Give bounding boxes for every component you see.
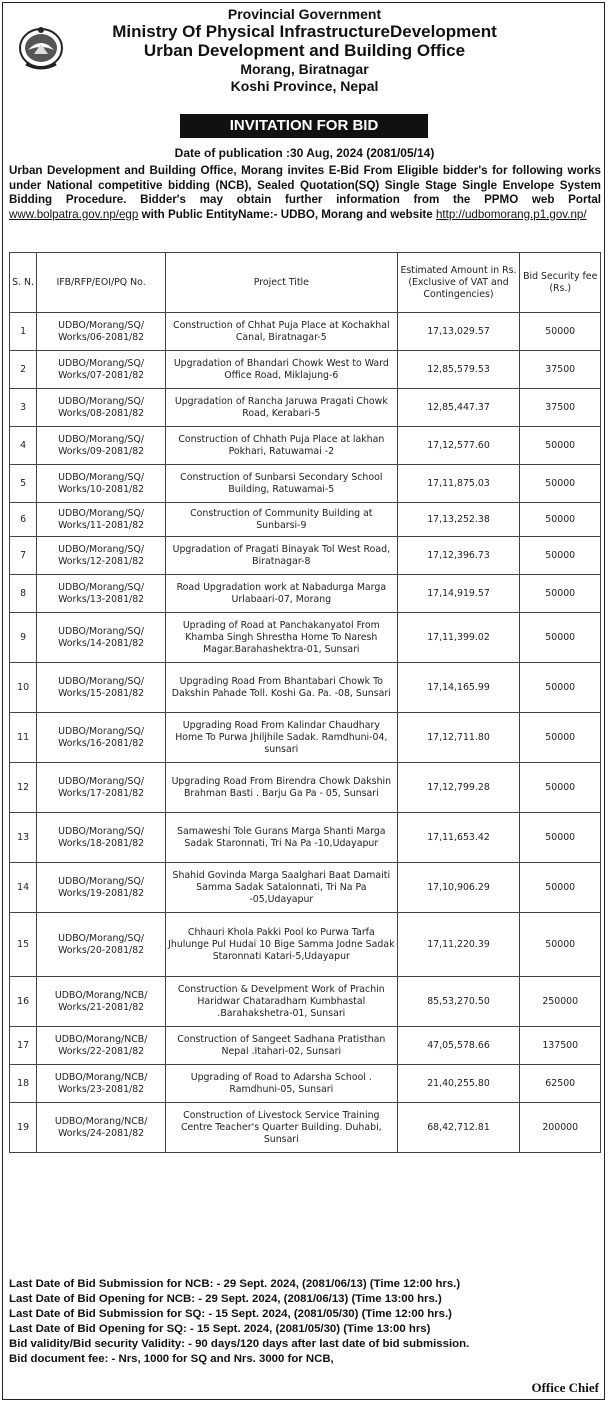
cell-sn: 4 (10, 427, 37, 465)
cell-bid-security: 50000 (520, 575, 601, 613)
cell-ifb-number: UDBO/Morang/SQ/ Works/07-2081/82 (37, 351, 166, 389)
table-row (10, 813, 601, 863)
footer-line: Last Date of Bid Submission for SQ: - 15 Sept. 2024, (2081/05/30) (Time 12:00 hrs.) (9, 1308, 452, 1320)
cell-ifb-number: UDBO/Morang/NCB/ Works/23-2081/82 (37, 1065, 166, 1103)
header-line-district: Morang, Biratnagar (240, 61, 369, 77)
cell-sn: 16 (10, 977, 37, 1027)
cell-project-title: Shahid Govinda Marga Saalghari Baat Damaiti Samma Sadak Satalonnati, Tri Na Pa -05,Udayapur (166, 863, 398, 913)
cell-sn: 6 (10, 503, 37, 537)
cell-sn: 18 (10, 1065, 37, 1103)
table-row (10, 575, 601, 613)
cell-bid-security: 50000 (520, 613, 601, 663)
table-row (10, 977, 601, 1027)
cell-ifb-number: UDBO/Morang/SQ/ Works/18-2081/82 (37, 813, 166, 863)
office-website-link[interactable]: http://udbomorang.p1.gov.np/ (435, 207, 587, 221)
cell-estimated-amount: 17,11,220.39 (397, 913, 520, 977)
cell-project-title: Construction of Sunbarsi Secondary School Building, Ratuwamai-5 (166, 465, 398, 503)
table-row (10, 663, 601, 713)
table-row (10, 863, 601, 913)
cell-project-title: Upgradation of Pragati Binayak Tol West Road, Biratnagar-8 (166, 537, 398, 575)
cell-sn: 10 (10, 663, 37, 713)
cell-ifb-number: UDBO/Morang/SQ/ Works/10-2081/82 (37, 465, 166, 503)
footer-line: Bid validity/Bid security Validity: - 90 days/120 days after last date of bid submission. (9, 1338, 470, 1350)
cell-estimated-amount: 85,53,270.50 (397, 977, 520, 1027)
col-header-security: Bid Security fee (Rs.) (520, 253, 601, 313)
col-header-title: Project Title (166, 253, 398, 313)
cell-project-title: Upgrading Road From Birendra Chowk Dakshin Brahman Basti . Barju Ga Pa - 05, Sunsari (166, 763, 398, 813)
cell-sn: 2 (10, 351, 37, 389)
cell-project-title: Construction of Livestock Service Training Centre Teacher's Quarter Building. Duhabi, Sunsari (166, 1103, 398, 1153)
bid-dates-footer (9, 1277, 601, 1367)
cell-project-title: Upgradation of Bhandari Chowk West to Ward Office Road, Miklajung-6 (166, 351, 398, 389)
cell-estimated-amount: 17,10,906.29 (397, 863, 520, 913)
cell-ifb-number: UDBO/Morang/SQ/ Works/08-2081/82 (37, 389, 166, 427)
cell-estimated-amount: 17,12,577.60 (397, 427, 520, 465)
intro-text: Urban Development and Building Office, Morang invites E-Bid From Eligible bidder's for following works under National competitive bidding (NCB), Sealed Quotation(SQ) Single Stage Single Envelope System Bidding Procedure. Bidder's may obtain further information from the PPMO web Portal (9, 164, 601, 206)
cell-estimated-amount: 17,12,396.73 (397, 537, 520, 575)
cell-project-title: Chhauri Khola Pakki Pool ko Purwa Tarfa Jhulunge Pul Hudai 10 Bige Samma Jodne Sadak Staronnati Katari-5,Udayapur (166, 913, 398, 977)
cell-ifb-number: UDBO/Morang/SQ/ Works/19-2081/82 (37, 863, 166, 913)
col-header-amount: Estimated Amount in Rs. (Exclusive of VAT and Contingencies) (397, 253, 520, 313)
cell-ifb-number: UDBO/Morang/SQ/ Works/17-2081/82 (37, 763, 166, 813)
cell-estimated-amount: 17,11,875.03 (397, 465, 520, 503)
cell-estimated-amount: 68,42,712.81 (397, 1103, 520, 1153)
cell-estimated-amount: 17,12,799.28 (397, 763, 520, 813)
cell-ifb-number: UDBO/Morang/NCB/ Works/22-2081/82 (37, 1027, 166, 1065)
cell-estimated-amount: 21,40,255.80 (397, 1065, 520, 1103)
cell-estimated-amount: 17,14,919.57 (397, 575, 520, 613)
table-row (10, 465, 601, 503)
cell-estimated-amount: 17,11,399.02 (397, 613, 520, 663)
cell-project-title: Road Upgradation work at Nabadurga Marga Urlabaari-07, Morang (166, 575, 398, 613)
cell-project-title: Upgradation of Rancha Jaruwa Pragati Chowk Road, Kerabari-5 (166, 389, 398, 427)
cell-bid-security: 50000 (520, 763, 601, 813)
cell-estimated-amount: 47,05,578.66 (397, 1027, 520, 1065)
cell-estimated-amount: 17,13,252.38 (397, 503, 520, 537)
cell-bid-security: 50000 (520, 663, 601, 713)
cell-project-title: Construction & Develpment Work of Prachin Haridwar Chataradham Kumbhastal .Barahakshetra-01, Sunsari (166, 977, 398, 1027)
cell-sn: 9 (10, 613, 37, 663)
cell-ifb-number: UDBO/Morang/SQ/ Works/16-2081/82 (37, 713, 166, 763)
office-header (0, 6, 609, 95)
cell-ifb-number: UDBO/Morang/SQ/ Works/13-2081/82 (37, 575, 166, 613)
signature-office-chief: Office Chief (531, 1380, 599, 1395)
cell-project-title: Upgrading of Road to Adarsha School . Ramdhuni-05, Sunsari (166, 1065, 398, 1103)
table-row (10, 503, 601, 537)
cell-project-title: Upgrading Road From Bhantabari Chowk To Dakshin Pahade Toll. Koshi Ga. Pa. -08, Sunsari (166, 663, 398, 713)
cell-bid-security: 50000 (520, 913, 601, 977)
header-line-ministry: Ministry Of Physical InfrastructureDevelopment (112, 22, 497, 41)
cell-project-title: Construction of Chhath Puja Place at lakhan Pokhari, Ratuwamai -2 (166, 427, 398, 465)
table-row (10, 713, 601, 763)
cell-sn: 19 (10, 1103, 37, 1153)
cell-bid-security: 50000 (520, 503, 601, 537)
cell-bid-security: 50000 (520, 427, 601, 465)
header-line-government: Provincial Government (227, 6, 382, 22)
cell-bid-security: 50000 (520, 863, 601, 913)
cell-sn: 5 (10, 465, 37, 503)
cell-sn: 11 (10, 713, 37, 763)
footer-line: Last Date of Bid Submission for NCB: - 29 Sept. 2024, (2081/06/13) (Time 12:00 hrs.) (9, 1278, 461, 1290)
cell-bid-security: 37500 (520, 351, 601, 389)
table-row (10, 763, 601, 813)
cell-ifb-number: UDBO/Morang/SQ/ Works/11-2081/82 (37, 503, 166, 537)
table-row (10, 613, 601, 663)
cell-project-title: Upgrading Road From Kalindar Chaudhary Home To Purwa Jhiljhile Sadak. Ramdhuni-04, sunsari (166, 713, 398, 763)
cell-ifb-number: UDBO/Morang/NCB/ Works/21-2081/82 (37, 977, 166, 1027)
table-row (10, 913, 601, 977)
table-header-row (10, 253, 601, 313)
intro-text-2: with Public EntityName:- UDBO, Morang and website (138, 207, 436, 221)
bid-table (9, 252, 601, 1153)
cell-bid-security: 50000 (520, 713, 601, 763)
cell-bid-security: 62500 (520, 1065, 601, 1103)
cell-ifb-number: UDBO/Morang/SQ/ Works/15-2081/82 (37, 663, 166, 713)
col-header-sn: S. N. (10, 253, 37, 313)
header-line-office: Urban Development and Building Office (143, 41, 466, 60)
cell-bid-security: 137500 (520, 1027, 601, 1065)
bolpatra-link[interactable]: www.bolpatra.gov.np/egp (9, 207, 139, 221)
cell-bid-security: 250000 (520, 977, 601, 1027)
cell-project-title: Uprading of Road at Panchakanyatol From Khamba Singh Shrestha Home To Naresh Magar.Barahashektra-01, Sunsari (166, 613, 398, 663)
cell-project-title: Construction of Community Building at Sunbarsi-9 (166, 503, 398, 537)
cell-sn: 14 (10, 863, 37, 913)
table-row (10, 351, 601, 389)
footer-line: Last Date of Bid Opening for NCB: - 29 Sept. 2024, (2081/06/13) (Time 13:00 hrs.) (9, 1293, 442, 1305)
cell-estimated-amount: 17,12,711.80 (397, 713, 520, 763)
cell-ifb-number: UDBO/Morang/NCB/ Works/24-2081/82 (37, 1103, 166, 1153)
footer-line: Bid document fee: - Nrs, 1000 for SQ and Nrs. 3000 for NCB, (9, 1353, 334, 1365)
cell-sn: 13 (10, 813, 37, 863)
cell-project-title: Samaweshi Tole Gurans Marga Shanti Marga Sadak Staronnati, Tri Na Pa -10,Udayapur (166, 813, 398, 863)
publication-date: Date of publication :30 Aug, 2024 (2081/05/14) (174, 146, 435, 160)
cell-bid-security: 50000 (520, 537, 601, 575)
cell-sn: 17 (10, 1027, 37, 1065)
cell-sn: 15 (10, 913, 37, 977)
footer-line: Last Date of Bid Opening for SQ: - 15 Sept. 2024, (2081/05/30) (Time 13:00 hrs) (9, 1323, 431, 1335)
cell-ifb-number: UDBO/Morang/SQ/ Works/09-2081/82 (37, 427, 166, 465)
cell-sn: 7 (10, 537, 37, 575)
table-row (10, 389, 601, 427)
col-header-ifb: IFB/RFP/EOI/PQ No. (37, 253, 166, 313)
table-row (10, 313, 601, 351)
cell-bid-security: 50000 (520, 465, 601, 503)
table-row (10, 537, 601, 575)
cell-ifb-number: UDBO/Morang/SQ/ Works/14-2081/82 (37, 613, 166, 663)
cell-bid-security: 37500 (520, 389, 601, 427)
cell-bid-security: 200000 (520, 1103, 601, 1153)
cell-sn: 12 (10, 763, 37, 813)
table-row (10, 1103, 601, 1153)
cell-bid-security: 50000 (520, 813, 601, 863)
cell-sn: 3 (10, 389, 37, 427)
table-row (10, 1065, 601, 1103)
table-row (10, 427, 601, 465)
cell-estimated-amount: 17,11,653.42 (397, 813, 520, 863)
cell-estimated-amount: 17,13,029.57 (397, 313, 520, 351)
cell-ifb-number: UDBO/Morang/SQ/ Works/06-2081/82 (37, 313, 166, 351)
cell-sn: 8 (10, 575, 37, 613)
cell-project-title: Construction of Sangeet Sadhana Pratisthan Nepal .Itahari-02, Sunsari (166, 1027, 398, 1065)
table-row (10, 1027, 601, 1065)
cell-ifb-number: UDBO/Morang/SQ/ Works/12-2081/82 (37, 537, 166, 575)
cell-estimated-amount: 12,85,447.37 (397, 389, 520, 427)
header-line-province: Koshi Province, Nepal (230, 78, 379, 94)
intro-paragraph (9, 164, 601, 222)
cell-estimated-amount: 12,85,579.53 (397, 351, 520, 389)
notice-title-banner: INVITATION FOR BID (180, 114, 428, 138)
cell-project-title: Construction of Chhat Puja Place at Kochakhal Canal, Biratnagar-5 (166, 313, 398, 351)
cell-bid-security: 50000 (520, 313, 601, 351)
cell-sn: 1 (10, 313, 37, 351)
cell-estimated-amount: 17,14,165.99 (397, 663, 520, 713)
cell-ifb-number: UDBO/Morang/SQ/ Works/20-2081/82 (37, 913, 166, 977)
